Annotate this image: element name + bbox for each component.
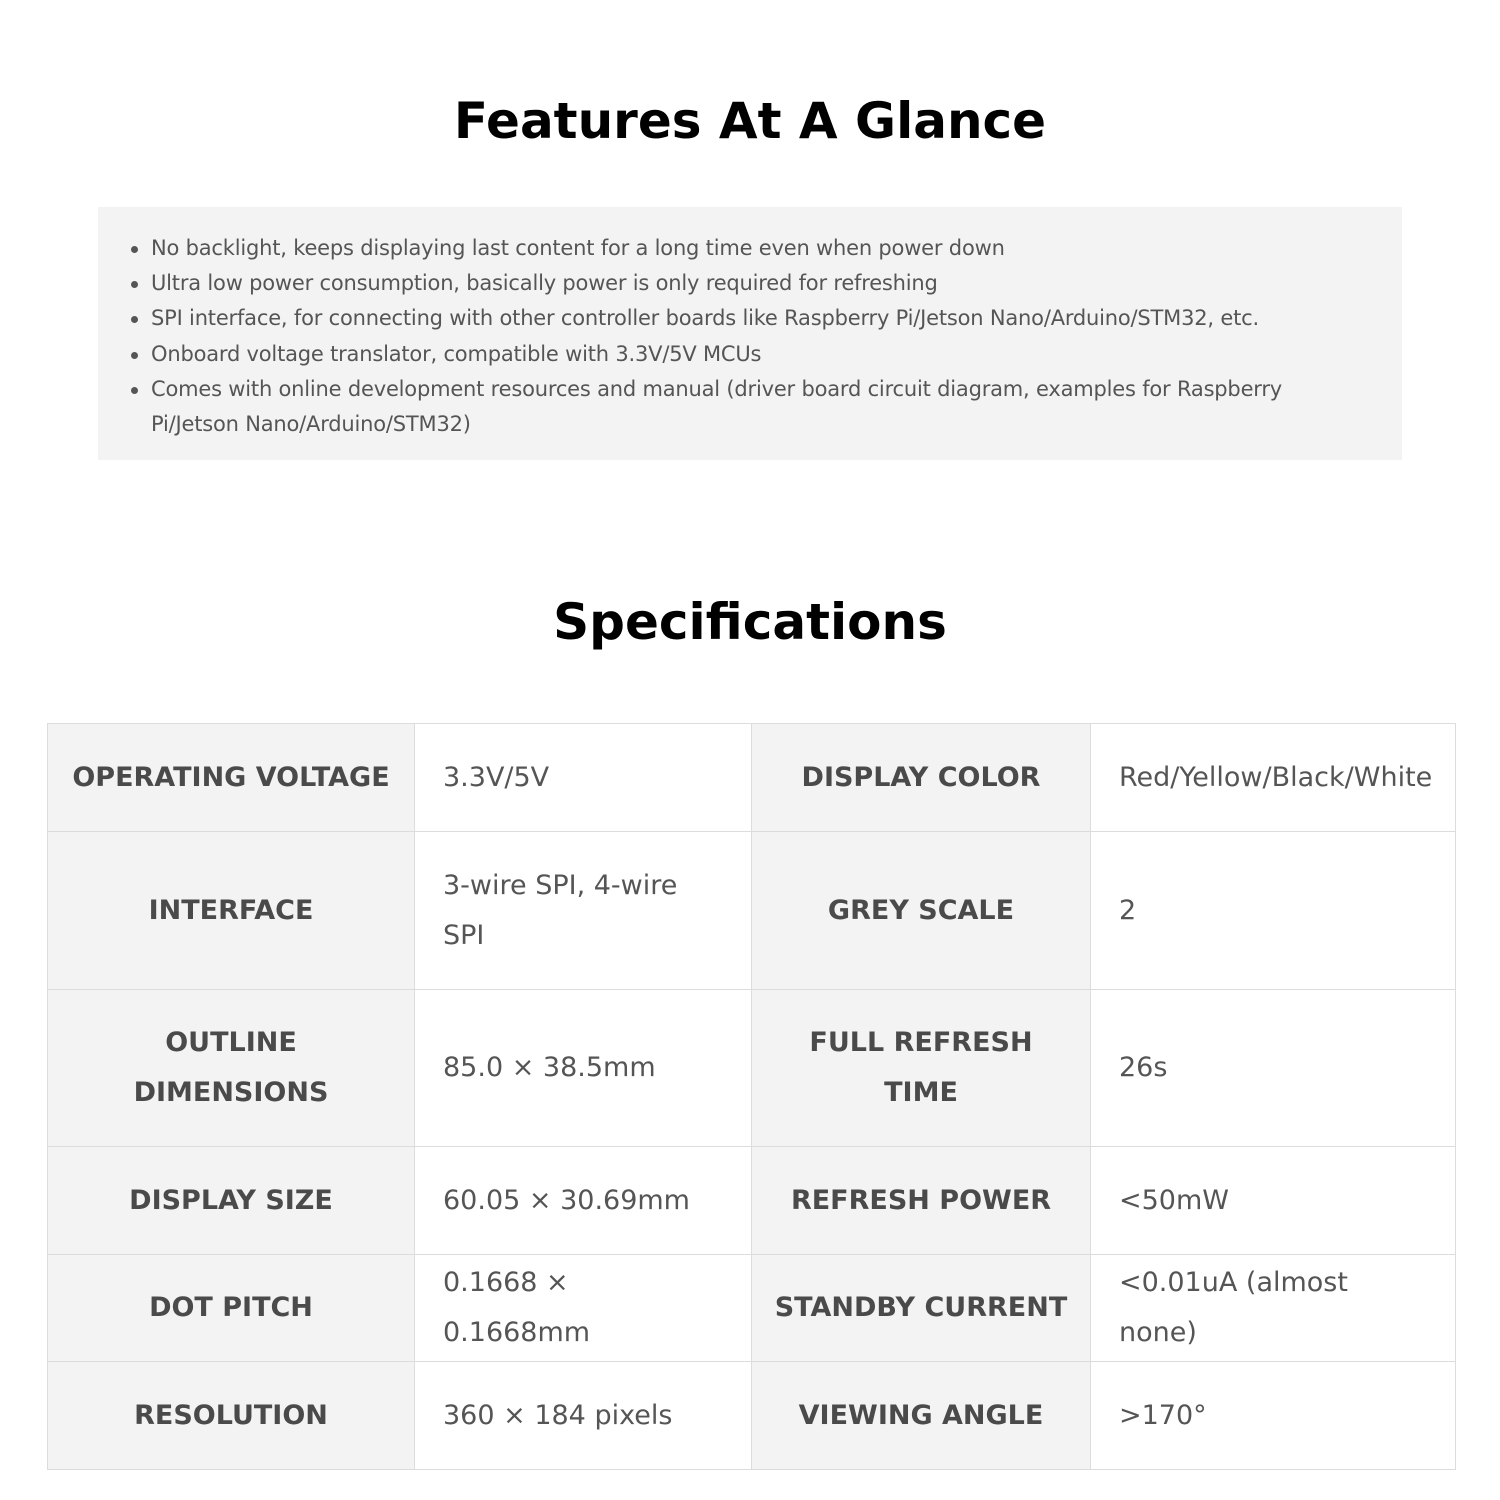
- spec-label: VIEWING ANGLE: [752, 1362, 1091, 1470]
- bullet-icon: [131, 352, 138, 359]
- table-row: [48, 1147, 1456, 1255]
- feature-item: [128, 372, 1372, 442]
- spec-value: <0.01uA (almost none): [1091, 1255, 1456, 1362]
- spec-value: 3-wire SPI, 4-wire SPI: [415, 832, 752, 990]
- spec-value: 360 × 184 pixels: [415, 1362, 752, 1470]
- spec-value: 0.1668 × 0.1668mm: [415, 1255, 752, 1362]
- specifications-title: Specifications: [553, 593, 947, 651]
- bullet-icon: [131, 246, 138, 253]
- spec-label: RESOLUTION: [48, 1362, 415, 1470]
- feature-text: Comes with online development resources and manual (driver board circuit diagram, examples for Raspberry Pi/Jetson Nano/Arduino/STM32): [151, 376, 1283, 437]
- spec-value: 85.0 × 38.5mm: [415, 990, 752, 1147]
- feature-text: Ultra low power consumption, basically power is only required for refreshing: [151, 271, 938, 296]
- features-list-box: [98, 207, 1402, 460]
- spec-value: 26s: [1091, 990, 1456, 1147]
- feature-text: SPI interface, for connecting with other controller boards like Raspberry Pi/Jetson Nano/Arduino/STM32, etc.: [151, 306, 1259, 331]
- table-row: [48, 832, 1456, 990]
- spec-label: INTERFACE: [48, 832, 415, 990]
- table-row: [48, 1255, 1456, 1362]
- bullet-icon: [131, 281, 138, 288]
- spec-label: DOT PITCH: [48, 1255, 415, 1362]
- spec-label: STANDBY CURRENT: [752, 1255, 1091, 1362]
- spec-label: GREY SCALE: [752, 832, 1091, 990]
- feature-item: [128, 266, 1372, 301]
- specifications-table: [47, 723, 1456, 1470]
- spec-value: <50mW: [1091, 1147, 1456, 1255]
- spec-label: OPERATING VOLTAGE: [48, 724, 415, 832]
- spec-value: 2: [1091, 832, 1456, 990]
- table-row: [48, 724, 1456, 832]
- bullet-icon: [131, 387, 138, 394]
- feature-item: [128, 337, 1372, 372]
- spec-label: DISPLAY COLOR: [752, 724, 1091, 832]
- spec-label: DISPLAY SIZE: [48, 1147, 415, 1255]
- spec-value: >170°: [1091, 1362, 1456, 1470]
- feature-text: No backlight, keeps displaying last content for a long time even when power down: [151, 236, 1005, 260]
- spec-label: OUTLINE DIMENSIONS: [48, 990, 415, 1147]
- spec-value: 3.3V/5V: [415, 724, 752, 832]
- features-list: [128, 231, 1372, 442]
- spec-value: 60.05 × 30.69mm: [415, 1147, 752, 1255]
- feature-item: [128, 301, 1372, 336]
- spec-value: Red/Yellow/Black/White: [1091, 724, 1456, 832]
- spec-label: REFRESH POWER: [752, 1147, 1091, 1255]
- feature-text: Onboard voltage translator, compatible with 3.3V/5V MCUs: [151, 341, 762, 366]
- table-row: [48, 990, 1456, 1147]
- feature-item: [128, 231, 1372, 266]
- spec-label: FULL REFRESH TIME: [752, 990, 1091, 1147]
- features-title: Features At A Glance: [453, 92, 1047, 150]
- table-row: [48, 1362, 1456, 1470]
- bullet-icon: [131, 316, 138, 323]
